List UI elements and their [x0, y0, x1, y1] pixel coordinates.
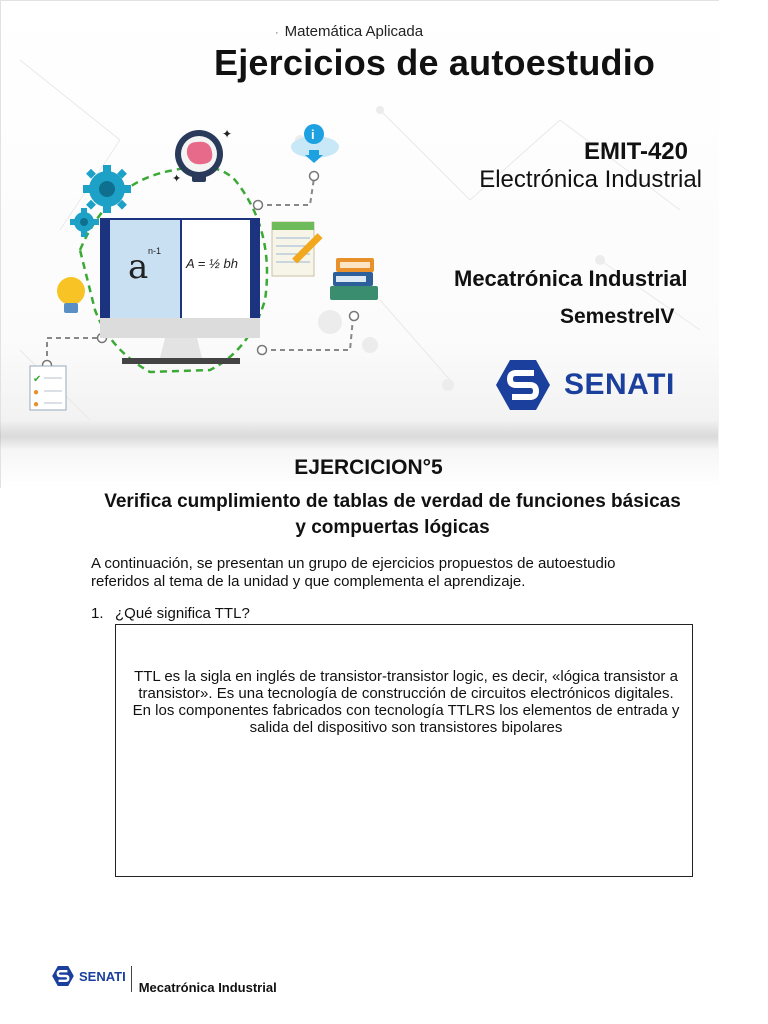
svg-text:✦: ✦ — [222, 127, 233, 141]
footer-wordmark: SENATI — [79, 968, 126, 984]
gear-icon — [83, 165, 131, 213]
board-formula-area: A = ½ bh — [186, 256, 238, 271]
checklist-icon — [30, 366, 66, 410]
page-title: Ejercicios de autoestudio — [214, 42, 656, 83]
course-subject: Electrónica Industrial — [479, 166, 702, 193]
svg-text:●: ● — [33, 399, 40, 410]
page-footer — [52, 966, 277, 995]
brain-bulb-icon — [172, 127, 232, 185]
semester-label: SemestreIV — [560, 305, 675, 328]
question-item — [91, 605, 250, 622]
cloud-info-icon — [291, 124, 339, 163]
course-info — [479, 138, 702, 194]
books-icon — [330, 258, 378, 300]
board-formula-exponent: n-1 — [148, 246, 162, 256]
senati-logo — [496, 360, 675, 410]
senati-wordmark: SENATI — [564, 368, 675, 401]
svg-text:✔: ✔ — [33, 374, 42, 385]
course-label — [275, 23, 423, 40]
senati-emblem-icon — [496, 360, 550, 410]
svg-text:●: ● — [33, 387, 40, 398]
gear-icon — [70, 208, 99, 237]
monitor-icon — [100, 218, 260, 364]
exercise-title: EJERCICION°5 — [294, 456, 443, 479]
svg-text:✦: ✦ — [172, 173, 182, 185]
connector-line — [258, 178, 314, 205]
course-label-text: Matemática Aplicada — [284, 23, 424, 40]
course-code: EMIT-420 — [583, 138, 688, 165]
footer-career: Mecatrónica Industrial — [138, 980, 277, 995]
footer-divider — [131, 966, 132, 992]
exercise-intro: A continuación, se presentan un grupo de ejercicios propuestos de autoestudio referidos al tema de la unidad y que complementa el aprendizaje. — [91, 555, 616, 590]
career-name: Mecatrónica Industrial — [454, 266, 688, 291]
connector-line — [47, 338, 100, 365]
board-formula: a — [128, 247, 149, 287]
answer-box[interactable] — [115, 624, 693, 877]
question-number: 1. — [91, 605, 104, 622]
answer-text: TTL es la sigla en inglés de transistor-transistor logic, es decir, «lógica transistor a transistor». Es una tecnología de construcción de circuitos electrónicos digitales. En los componentes fabricados con tecnología TTLRS los elementos de entrada y salida del dispositivo son transistores bipolares — [132, 668, 680, 736]
bullet-dot: · — [275, 27, 279, 39]
svg-text:i: i — [311, 127, 315, 142]
lightbulb-icon — [57, 277, 85, 313]
footer-logo — [52, 966, 126, 986]
question-text: ¿Qué significa TTL? — [115, 605, 250, 622]
notepad-pencil-icon — [272, 222, 323, 276]
exercise-subtitle: Verifica cumplimiento de tablas de verdad de funciones básicas y compuertas lógicas — [104, 491, 681, 538]
senati-emblem-icon — [52, 966, 74, 986]
